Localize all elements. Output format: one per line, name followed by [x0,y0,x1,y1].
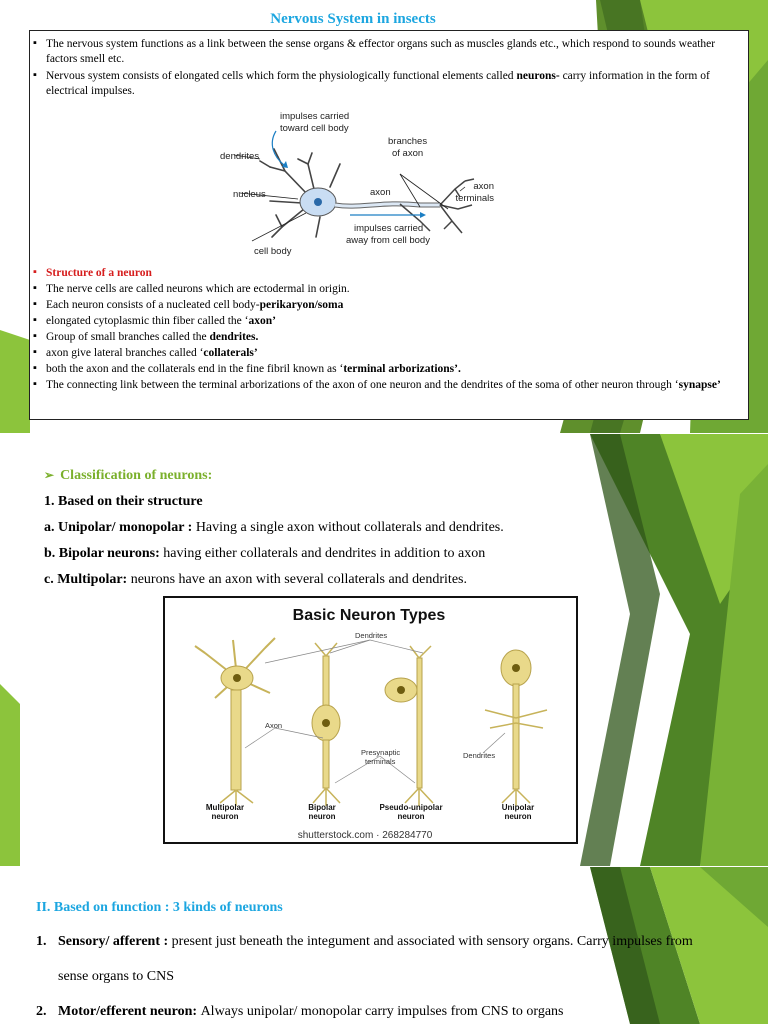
item-label: Motor/efferent neuron: [58,1004,201,1019]
bullet-text: elongated cytoplasmic thin fiber called the ‘ [46,315,249,327]
item-number: 2. [36,1004,47,1019]
label-axon-terminals: terminals [455,193,494,204]
label-bipolar: neuron [308,812,336,821]
list-item [30,362,746,377]
label-axon: Axon [265,721,283,730]
structure-heading: 1. Based on their structure [44,494,203,509]
neuron-types-figure [163,596,578,844]
label-presynaptic: Presynaptic [361,748,401,757]
content-box [29,30,749,420]
label-pseudo-unipolar: neuron [397,812,425,821]
intro-list [30,37,746,101]
structure-list [30,266,746,394]
bullet-text: Nervous system consists of elongated cells which form the physiologically functional elements called [46,70,517,82]
item-text: Always unipolar/ monopolar carry impulses from CNS to organs [200,1004,564,1019]
label-dendrites-top: Dendrites [355,631,388,640]
item-text-continued: sense organs to CNS [58,969,175,984]
watermark: shutterstock.com · 268284770 [297,830,433,841]
item-label: Sensory/ afferent : [58,934,172,949]
label-impulses-away: away from cell body [346,235,430,246]
item-body [58,934,738,950]
label-nucleus: nucleus [233,189,266,200]
list-item [30,346,746,361]
item-text: neurons have an axon with several collaterals and dendrites. [130,572,467,587]
classification-heading [44,468,212,484]
classification-heading-text: Classification of neurons: [60,468,213,483]
label-branches: branches [388,136,428,147]
slide-2 [0,434,768,866]
item-unipolar [44,520,504,536]
label-branches: of axon [392,148,424,159]
item-multipolar [44,572,467,588]
bullet-text: carry information in the form of electrical impulses. [46,70,710,97]
item-bipolar [44,546,485,562]
arrow-bullet-icon: ➢ [44,468,55,482]
list-item [30,266,746,281]
bullet-bold: terminal arborizations’. [343,363,461,375]
bullet-bold: neurons- [516,70,560,82]
label-impulses-toward: toward cell body [280,123,349,134]
neuron-diagram [190,109,495,257]
slide-3 [0,867,768,1024]
item-motor [36,1004,736,1024]
list-item [30,37,746,66]
neuron-types-illustration [165,598,576,842]
bullet-text: The nerve cells are called neurons which are ectodermal in origin. [46,283,350,295]
label-unipolar: Unipolar [501,803,535,812]
label-presynaptic: terminals [365,757,396,766]
bullet-bold: collaterals’ [203,347,258,359]
item-sensory [36,934,736,994]
list-item [30,330,746,345]
item-text: Having a single axon without collaterals and dendrites. [195,520,504,535]
label-axon-terminals: axon [473,181,494,192]
bullet-text: The connecting link between the terminal arborizations of the axon of one neuron and the dendrites of the soma of other neuron through ‘ [46,379,679,391]
function-heading: II. Based on function : 3 kinds of neurons [36,900,283,915]
bullet-bold: dendrites. [209,331,259,343]
label-unipolar: neuron [504,812,532,821]
figure-title: Basic Neuron Types [292,607,446,624]
list-item [30,378,746,393]
item-number: 1. [36,934,47,949]
bullet-bold: axon’ [248,315,276,327]
list-item [30,282,746,297]
page-title: Nervous System in insects [270,11,436,27]
item-label: b. Bipolar neurons: [44,546,164,561]
label-axon: axon [370,187,391,198]
structure-heading: Structure of a neuron [46,267,152,279]
bullet-text: Each neuron consists of a nucleated cell body- [46,299,260,311]
bullet-bold: synapse’ [678,379,721,391]
list-item [30,69,746,98]
label-multipolar: Multipolar [205,803,245,812]
label-bipolar: Bipolar [308,803,336,812]
list-item [30,314,746,329]
label-impulses-toward: impulses carried [280,111,350,122]
item-label: a. Unipolar/ monopolar : [44,520,196,535]
label-multipolar: neuron [211,812,239,821]
item-label: c. Multipolar: [44,572,131,587]
label-pseudo-unipolar: Pseudo-unipolar [379,803,443,812]
bullet-text: Group of small branches called the [46,331,210,343]
item-text: having either collaterals and dendrites in addition to axon [163,546,486,561]
label-dendrites: dendrites [220,151,260,162]
bullet-text: axon give lateral branches called ‘ [46,347,204,359]
label-cell-body: cell body [254,246,292,257]
slide-1 [0,0,768,433]
label-impulses-away: impulses carried [354,223,424,234]
bullet-text: both the axon and the collaterals end in the fine fibril known as ‘ [46,363,344,375]
bullet-bold: perikaryon/soma [259,299,344,311]
label-dendrites-right: Dendrites [463,751,496,760]
list-item [30,298,746,313]
item-body [58,1004,738,1020]
item-text: present just beneath the integument and associated with sensory organs. Carry impulses from [171,934,693,949]
bullet-text: The nervous system functions as a link between the sense organs & effector organs such as muscles glands etc., which respond to sounds weather factors smell etc. [46,38,716,65]
